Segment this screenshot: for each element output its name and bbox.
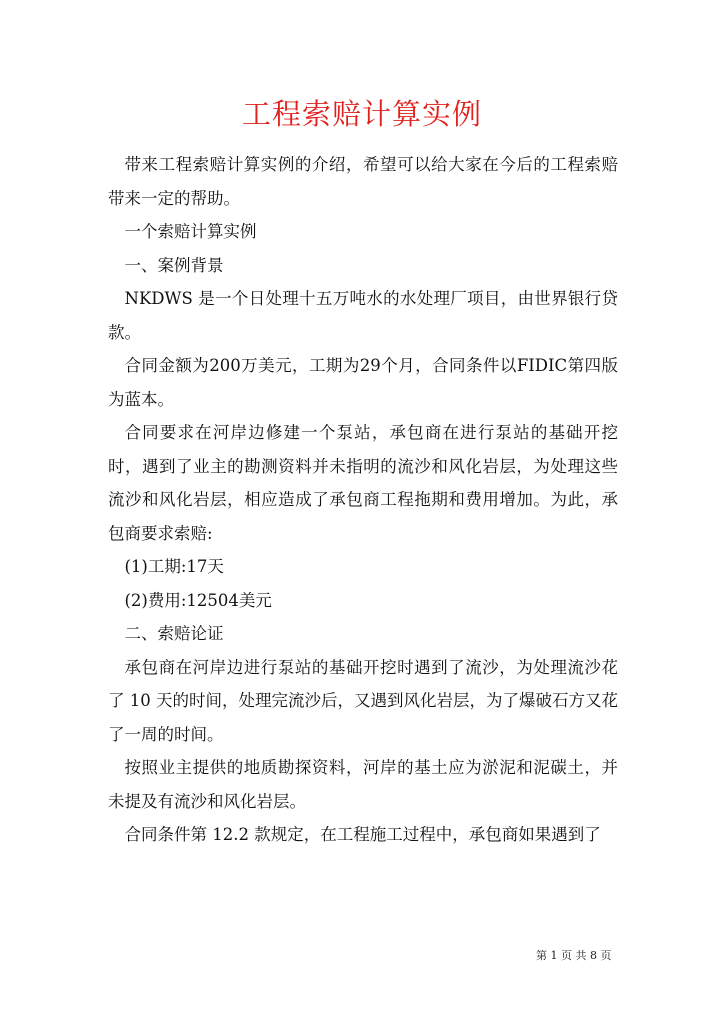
paragraph: NKDWS 是一个日处理十五万吨水的水处理厂项目，由世界银行贷款。 [108, 289, 618, 342]
document-title: 工程索赔计算实例 [241, 97, 482, 131]
paragraph: 合同条件第 12.2 款规定，在工程施工过程中，承包商如果遇到了 [124, 825, 601, 844]
section-heading: 一、案例背景 [124, 255, 224, 275]
paragraph: 承包商在河岸边进行泵站的基础开挖时遇到了流沙，为处理流沙花了 10 天的时间，处理完流沙后，又遇到风化岩层，为了爆破石方又花了一周的时间。 [108, 657, 618, 744]
document-body [108, 148, 618, 852]
paragraph: 带来工程索赔计算实例的介绍，希望可以给大家在今后的工程索赔带来一定的帮助。 [108, 155, 618, 208]
list-item: (1)工期:17天 [124, 557, 224, 576]
paragraph: 按照业主提供的地质勘探资料，河岸的基土应为淤泥和泥碳土，并未提及有流沙和风化岩层。 [108, 758, 618, 811]
paragraph: 合同要求在河岸边修建一个泵站，承包商在进行泵站的基础开挖时，遇到了业主的勘测资料并未指明的流沙和风化岩层，为处理这些流沙和风化岩层，相应造成了承包商工程拖期和费用增加。为此，承包商要求索赔: [108, 423, 618, 543]
paragraph: 一个索赔计算实例 [124, 222, 257, 241]
section-heading: 二、索赔论证 [124, 624, 224, 643]
paragraph: 合同金额为200万美元，工期为29个月，合同条件以FIDIC第四版为蓝本。 [108, 356, 618, 409]
list-item: (2)费用:12504美元 [124, 590, 272, 610]
page-number: 第 1 页 共 8 页 [536, 949, 612, 962]
